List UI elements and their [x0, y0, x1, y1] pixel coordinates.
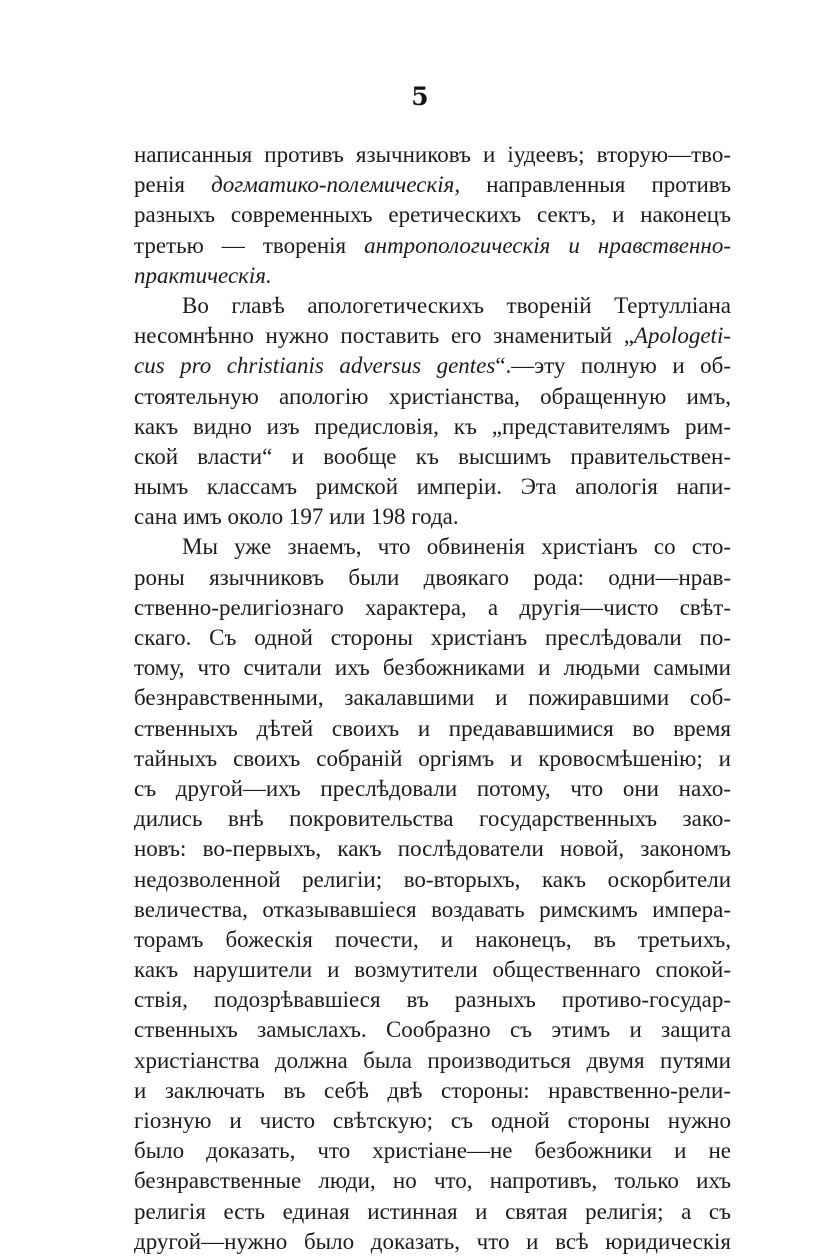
text-line	[134, 593, 731, 623]
text-line	[134, 834, 731, 864]
text-segment: безнравственные люди, но что, напротивъ, только ихъ	[134, 1168, 731, 1194]
text-line	[134, 412, 731, 442]
text-segment: ственныхъ замыслахъ. Сообразно съ этимъ и защита	[134, 1017, 731, 1043]
italic-text-segment: догматико-полемическія	[211, 172, 455, 198]
text-line	[134, 714, 731, 744]
text-line	[134, 804, 731, 834]
text-line	[134, 1166, 731, 1196]
text-segment: ренія	[134, 172, 212, 198]
text-line	[134, 955, 731, 985]
text-line	[134, 653, 731, 683]
text-segment: ской власти“ и вообще къ высшимъ правительствен-	[134, 443, 731, 469]
text-segment: написанныя противъ язычниковъ и іудеевъ; вторую—тво-	[134, 142, 731, 167]
text-segment: стоятельную апологію христіанства, обращенную имъ,	[134, 383, 731, 409]
text-line	[134, 563, 731, 593]
text-segment: новъ: во-первыхъ, какъ послѣдователи новой, закономъ	[134, 836, 731, 862]
text-segment: торамъ божескія почести, и наконецъ, въ третьихъ,	[134, 926, 731, 952]
italic-text-segment: Apologeti-	[633, 323, 731, 349]
text-segment: гіозную и чисто свѣтскую; съ одной стороны нужно	[134, 1108, 731, 1133]
text-line	[134, 895, 731, 925]
text-segment: роны язычниковъ были двоякаго рода: одни—нрав-	[134, 564, 731, 590]
text-line	[134, 774, 731, 804]
text-line	[134, 170, 731, 200]
text-line	[134, 1106, 731, 1136]
body-text	[134, 140, 731, 1257]
text-segment: тайныхъ своихъ собраній оргіямъ и кровосмѣшенію; и	[134, 745, 731, 771]
text-line	[134, 1197, 731, 1227]
text-segment: третью — творенія	[134, 232, 365, 258]
text-segment: ствія, подозрѣвавшіеся въ разныхъ противо-государ-	[134, 987, 731, 1013]
text-line	[134, 1046, 731, 1076]
text-line	[134, 532, 731, 562]
text-line	[134, 985, 731, 1015]
text-line	[134, 382, 731, 412]
page-number: 5	[411, 82, 429, 111]
italic-text-segment: cus pro christianis adversus gentes	[134, 353, 496, 379]
text-line	[134, 140, 731, 170]
text-segment: сана имъ около 197 или 198 года.	[134, 504, 459, 530]
italic-text-segment: практическія.	[134, 262, 272, 288]
text-line	[134, 351, 731, 381]
text-segment: Во главѣ апологетическихъ твореній Тертулліана	[182, 292, 731, 318]
text-segment: тому, что считали ихъ безбожниками и людьми самыми	[134, 655, 731, 681]
text-line	[134, 683, 731, 713]
text-segment: религія есть единая истинная и святая религія; а съ	[134, 1198, 731, 1224]
text-segment: несомнѣнно нужно поставить его знаменитый „	[134, 323, 634, 349]
text-segment: “.—эту полную и об-	[495, 353, 731, 379]
text-segment: Мы уже знаемъ, что обвиненія христіанъ со сто-	[182, 534, 731, 560]
text-segment: безнравственными, закалавшими и пожиравшими соб-	[134, 685, 731, 711]
text-segment: какъ нарушители и возмутители общественнаго спокой-	[134, 957, 731, 983]
text-segment: величества, отказывавшіеся воздавать римскимъ импера-	[134, 896, 731, 922]
text-line	[134, 231, 731, 261]
text-line	[134, 291, 731, 321]
text-line	[134, 623, 731, 653]
text-segment: разныхъ современныхъ еретическихъ сектъ, и наконецъ	[134, 202, 731, 228]
text-segment: ственно-религіознаго характера, а другія—чисто свѣт-	[134, 594, 731, 620]
text-segment: и заключать въ себѣ двѣ стороны: нравственно-рели-	[134, 1077, 731, 1103]
text-segment: нымъ классамъ римской имперіи. Эта апологія напи-	[134, 474, 731, 500]
text-line	[134, 1227, 731, 1257]
text-segment: съ другой—ихъ преслѣдовали потому, что они нахо-	[134, 775, 731, 801]
text-segment: скаго. Съ одной стороны христіанъ преслѣдовали по-	[134, 625, 731, 650]
text-line	[134, 865, 731, 895]
text-segment: дились внѣ покровительства государственныхъ зако-	[134, 806, 731, 832]
text-line	[134, 261, 731, 291]
text-line	[134, 442, 731, 472]
text-line	[134, 321, 731, 351]
text-line	[134, 200, 731, 230]
text-line	[134, 1136, 731, 1166]
text-line	[134, 1015, 731, 1045]
text-segment: христіанства должна была производиться двумя путями	[134, 1047, 731, 1073]
text-segment: другой—нужно было доказать, что и всѣ юридическія	[134, 1228, 731, 1254]
text-line	[134, 1076, 731, 1106]
text-segment: недозволенной религіи; во-вторыхъ, какъ оскорбители	[134, 866, 731, 892]
text-segment: какъ видно изъ предисловія, къ „представителямъ рим-	[134, 413, 731, 439]
italic-text-segment: антропологическія и нравственно-	[364, 232, 731, 258]
text-segment: было доказать, что христіане—не безбожники и не	[134, 1138, 731, 1164]
text-line	[134, 925, 731, 955]
text-line	[134, 502, 731, 532]
text-line	[134, 744, 731, 774]
text-segment: ственныхъ дѣтей своихъ и предававшимися во время	[134, 715, 731, 741]
text-segment: , направленныя противъ	[454, 172, 731, 198]
text-line	[134, 472, 731, 502]
